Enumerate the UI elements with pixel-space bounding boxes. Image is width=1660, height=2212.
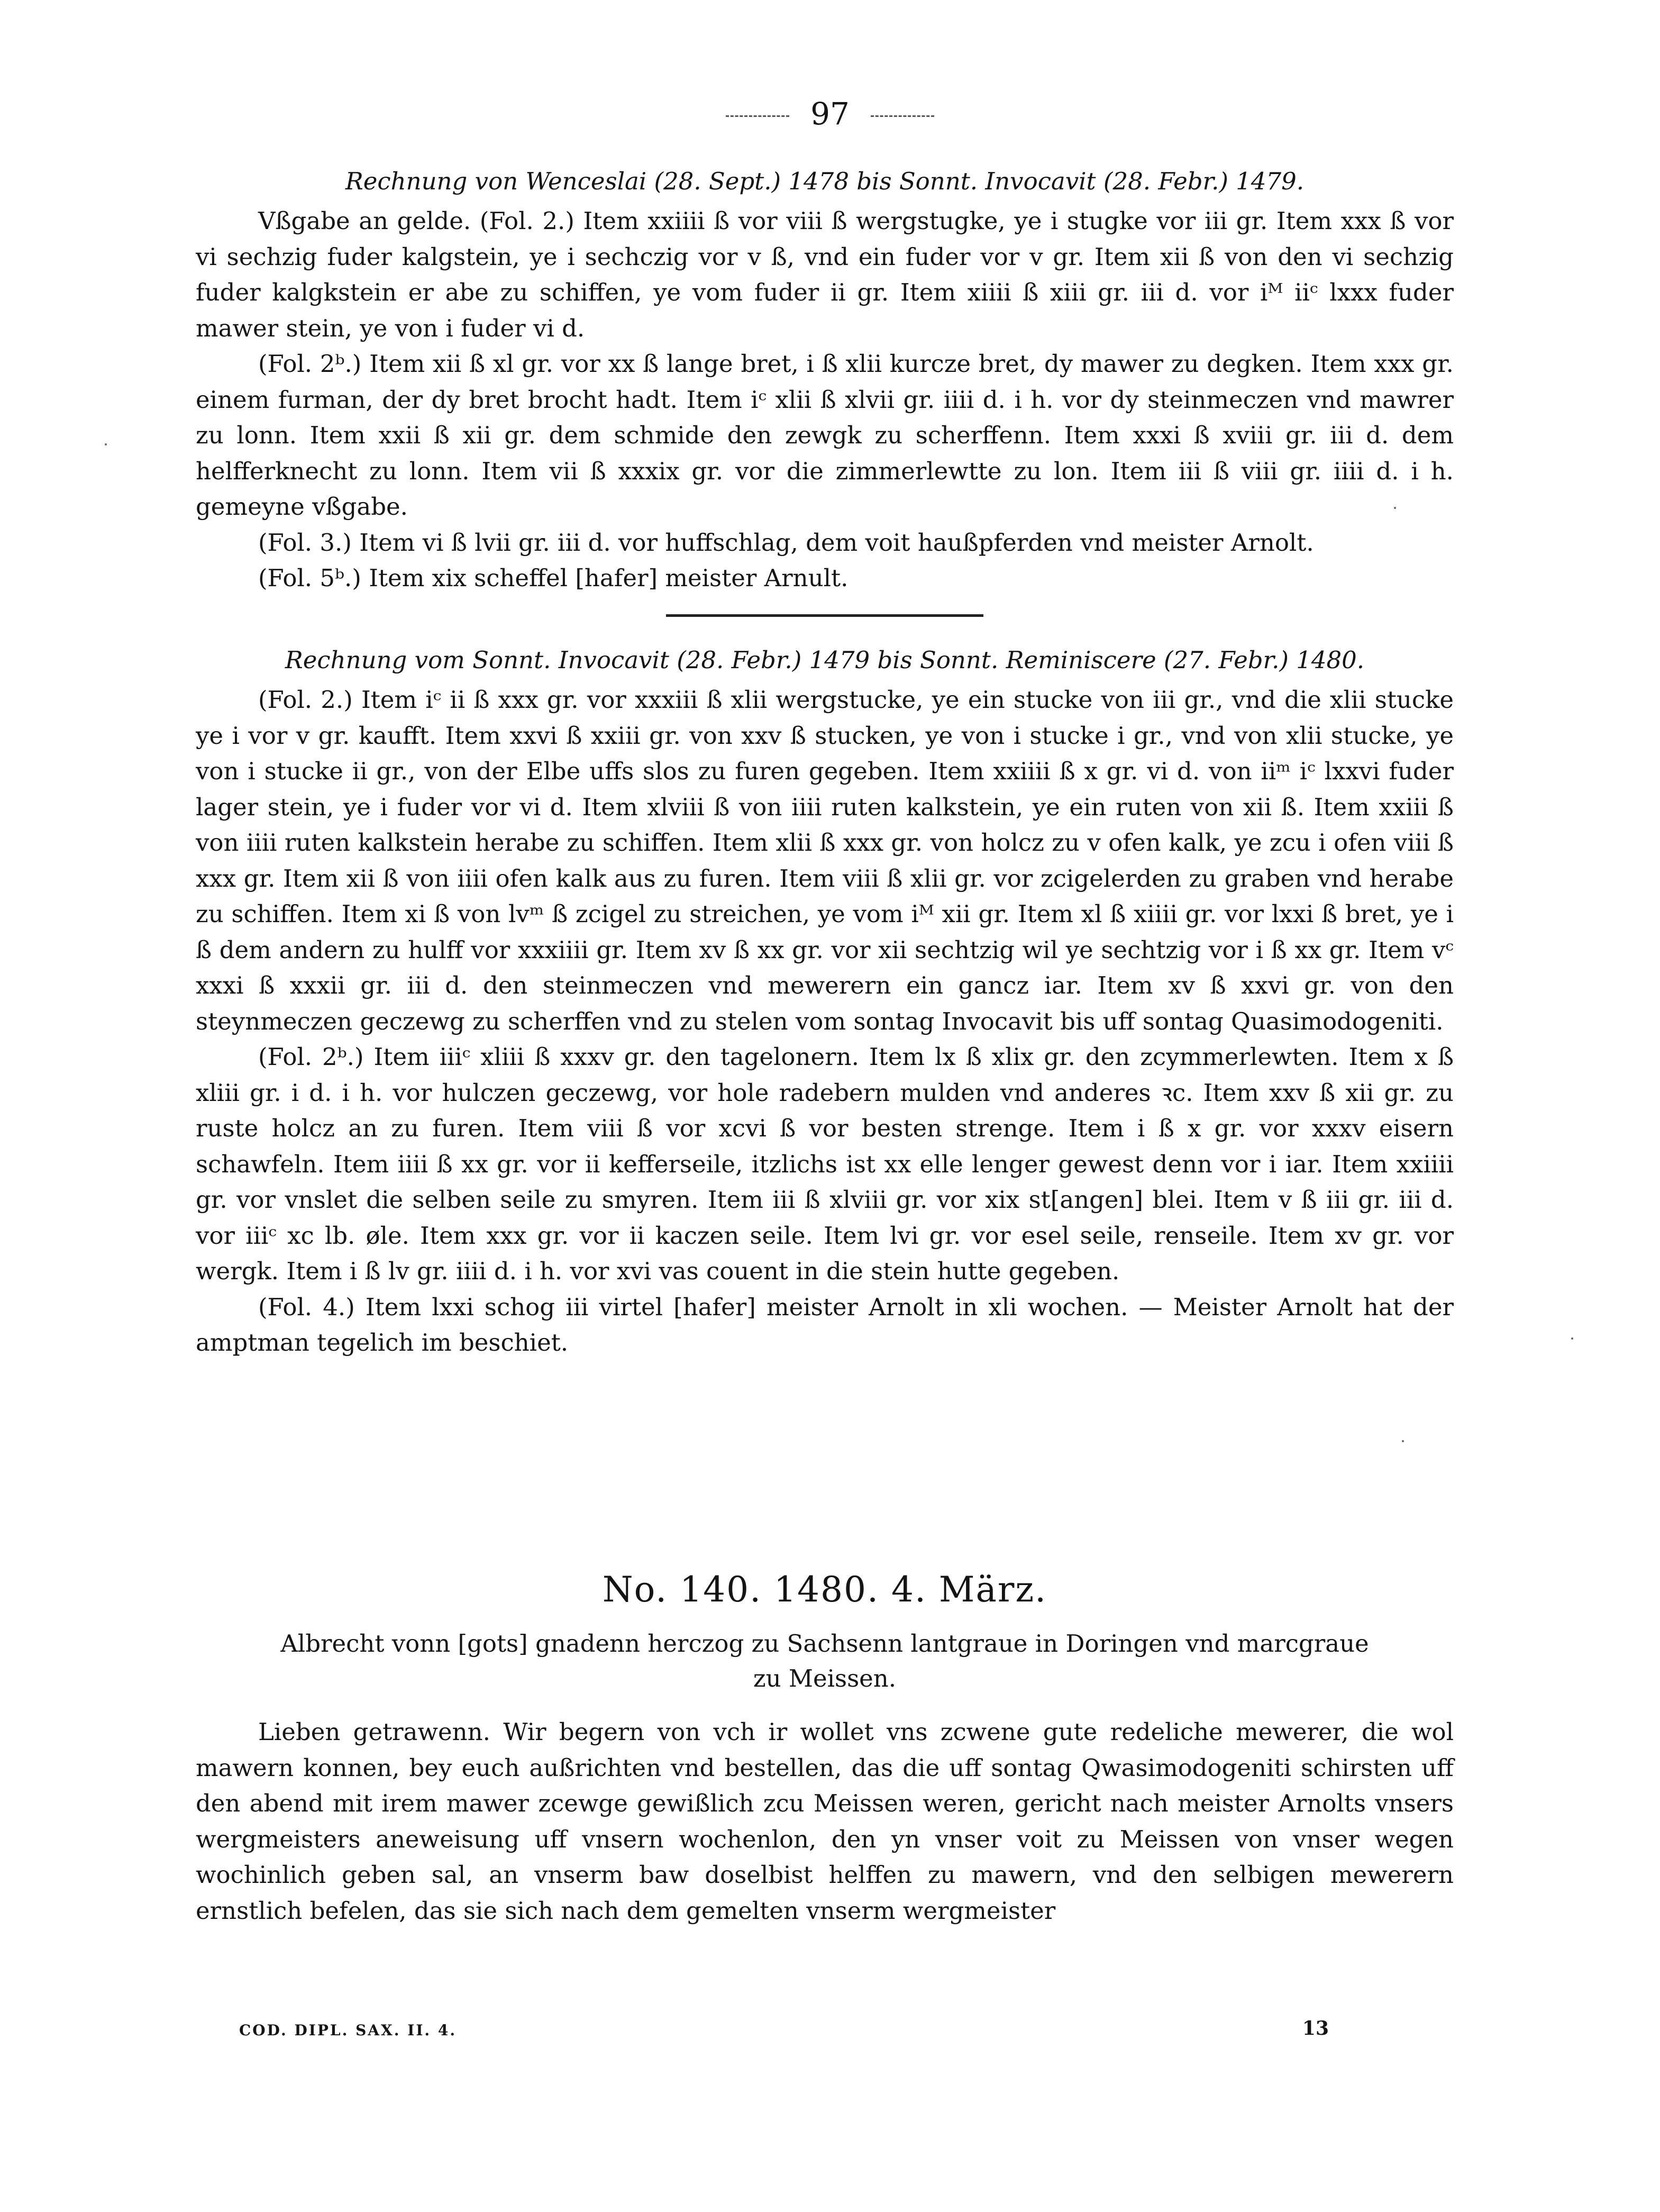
head-dash-right <box>871 115 934 117</box>
paragraph: (Fol. 5ᵇ.) Item xix scheffel [hafer] meister Arnult. <box>258 564 849 592</box>
print-speck <box>1394 507 1396 509</box>
document-abstract: Albrecht vonn [gots] gnadenn herczog zu Sachsenn lantgraue in Doringen vnd marcgraue zu Meissen. <box>280 1630 1369 1692</box>
account-section-1479 <box>196 643 1454 1361</box>
paragraph: (Fol. 2.) Item iᶜ ii ß xxx gr. vor xxxiii ß xlii wergstucke, ye ein stucke von iii gr., vnd die xlii stucke ye i vor v gr. kaufft. Item xxvi ß xxiii gr. von xxv ß stucken, ye von i stucke i gr., vnd von xlii stucke, ye von i stucke ii gr., von der Elbe uffs slos zu furen gegeben. Item xxiiii ß x gr. vi d. von iiᵐ iᶜ lxxvi fuder lager stein, ye i fuder vor vi d. Item xlviii ß von iiii ruten kalkstein, ye ein ruten von xii ß. Item xxiii ß von iiii ruten kalkstein herabe zu schiffen. Item xlii ß xxx gr. von holcz zu v ofen kalk, ye zcu i ofen viii ß xxx gr. Item xii ß von iiii ofen kalk aus zu furen. Item viii ß xlii gr. vor zcigelerden zu graben vnd herabe zu schiffen. Item xi ß von lvᵐ ß zcigel zu streichen, ye vom iᴹ xii gr. Item xl ß xiiii gr. vor lxxi ß bret, ye i ß dem andern zu hulff vor xxxiiii gr. Item xv ß xx gr. vor xii sechtzig wil ye sechtzig vor i ß xx gr. Item vᶜ xxxi ß xxxii gr. iii d. den steinmeczen vnd mewerern ein gancz iar. Item xv ß xxvi gr. von den steynmeczen geczewg zu scherffen vnd zu stelen vom sontag Invocavit bis uff sontag Quasimodogeniti. <box>196 686 1454 1035</box>
section-title: Rechnung vom Sonnt. Invocavit (28. Febr.) 1479 bis Sonnt. Reminiscere (27. Febr.) 1480. <box>285 646 1365 674</box>
paragraph: (Fol. 2ᵇ.) Item xii ß xl gr. vor xx ß lange bret, i ß xlii kurcze bret, dy mawer zu degken. Item xxx gr. einem furman, der dy bret brocht hadt. Item iᶜ xlii ß xlvii gr. iiii d. i h. vor dy steinmeczen vnd mawrer zu lonn. Item xxii ß xii gr. dem schmide den zewgk zu scherffenn. Item xxxi ß xviii gr. iii d. dem helfferknecht zu lonn. Item vii ß xxxix gr. vor die zimmerlewtte zu lon. Item iii ß viii gr. iiii d. i h. gemeyne vßgabe. <box>196 350 1454 521</box>
paragraph: Vßgabe an gelde. (Fol. 2.) Item xxiiii ß vor viii ß wergstugke, ye i stugke vor iii gr. Item xxx ß vor vi sechzig fuder kalgstein, ye i sechczig vor v ß, vnd ein fuder vor v gr. Item xii ß von den vi sechzig fuder kalgkstein er abe zu schiffen, ye vom fuder ii gr. Item xiiii ß xiii gr. iii d. vor iᴹ iiᶜ lxxx fuder mawer stein, ye von i fuder vi d. <box>196 207 1454 342</box>
footer-sheet-number: 13 <box>1302 2017 1329 2040</box>
running-head <box>0 93 1660 135</box>
print-speck <box>105 443 107 445</box>
print-speck <box>1571 1337 1573 1340</box>
footer-signature: COD. DIPL. SAX. II. 4. <box>239 2022 457 2039</box>
account-section-1478 <box>196 164 1454 617</box>
paragraph: (Fol. 2ᵇ.) Item iiiᶜ xliii ß xxxv gr. den tagelonern. Item lx ß xlix gr. den zcymmerlewten. Item x ß xliii gr. i d. i h. vor hulczen geczewg, vor hole radebern mulden vnd anderes ꝛc. Item xxv ß xii gr. zu ruste holcz an zu furen. Item viii ß vor xcvi ß vor besten strenge. Item i ß x gr. vor xxxv eisern schawfeln. Item iiii ß xx gr. vor ii kefferseile, itzlichs ist xx elle lenger gewest denn vor i iar. Item xxiiii gr. vor vnslet die selben seile zu smyren. Item iii ß xlviii gr. vor xix st[angen] blei. Item v ß iii gr. iii d. vor iiiᶜ xc lb. øle. Item xxx gr. vor ii kaczen seile. Item lvi gr. vor esel seile, renseile. Item xv gr. vor wergk. Item i ß lv gr. iiii d. i h. vor xvi vas couent in die stein hutte gegeben. <box>196 1043 1454 1285</box>
document-body: Lieben getrawenn. Wir begern von vch ir wollet vns zcwene gute redeliche mewerer, die wol mawern konnen, bey euch außrichten vnd bestellen, das die uff sontag Qwasimodogeniti schirsten uff den abend mit irem mawer zcewge gewißlich zcu Meissen weren, gericht nach meister Arnolts vnsers wergmeisters aneweisung uff vnsern wochenlon, den yn vnser voit zu Meissen von vnser wegen wochinlich geben sal, an vnserm baw doselbist helffen zu mawern, vnd den selbigen mewerern ernstlich befelen, das sie sich nach dem gemelten vnserm wergmeister <box>196 1718 1454 1925</box>
section-title: Rechnung von Wenceslai (28. Sept.) 1478 bis Sonnt. Invocavit (28. Febr.) 1479. <box>345 167 1305 195</box>
paragraph: (Fol. 3.) Item vi ß lvii gr. iii d. vor huffschlag, dem voit haußpferden vnd meister Arnolt. <box>258 528 1314 557</box>
print-speck <box>1402 1440 1404 1442</box>
section-divider <box>666 614 983 617</box>
page-footer <box>239 2017 1329 2041</box>
head-dash-left <box>726 115 789 117</box>
page-number: 97 <box>810 96 850 132</box>
document-heading: No. 140. 1480. 4. März. <box>602 1569 1047 1610</box>
document-140 <box>196 1566 1454 1928</box>
paragraph: (Fol. 4.) Item lxxi schog iii virtel [hafer] meister Arnolt in xli wochen. — Meister Arnolt hat der amptman tegelich im beschiet. <box>196 1292 1454 1357</box>
